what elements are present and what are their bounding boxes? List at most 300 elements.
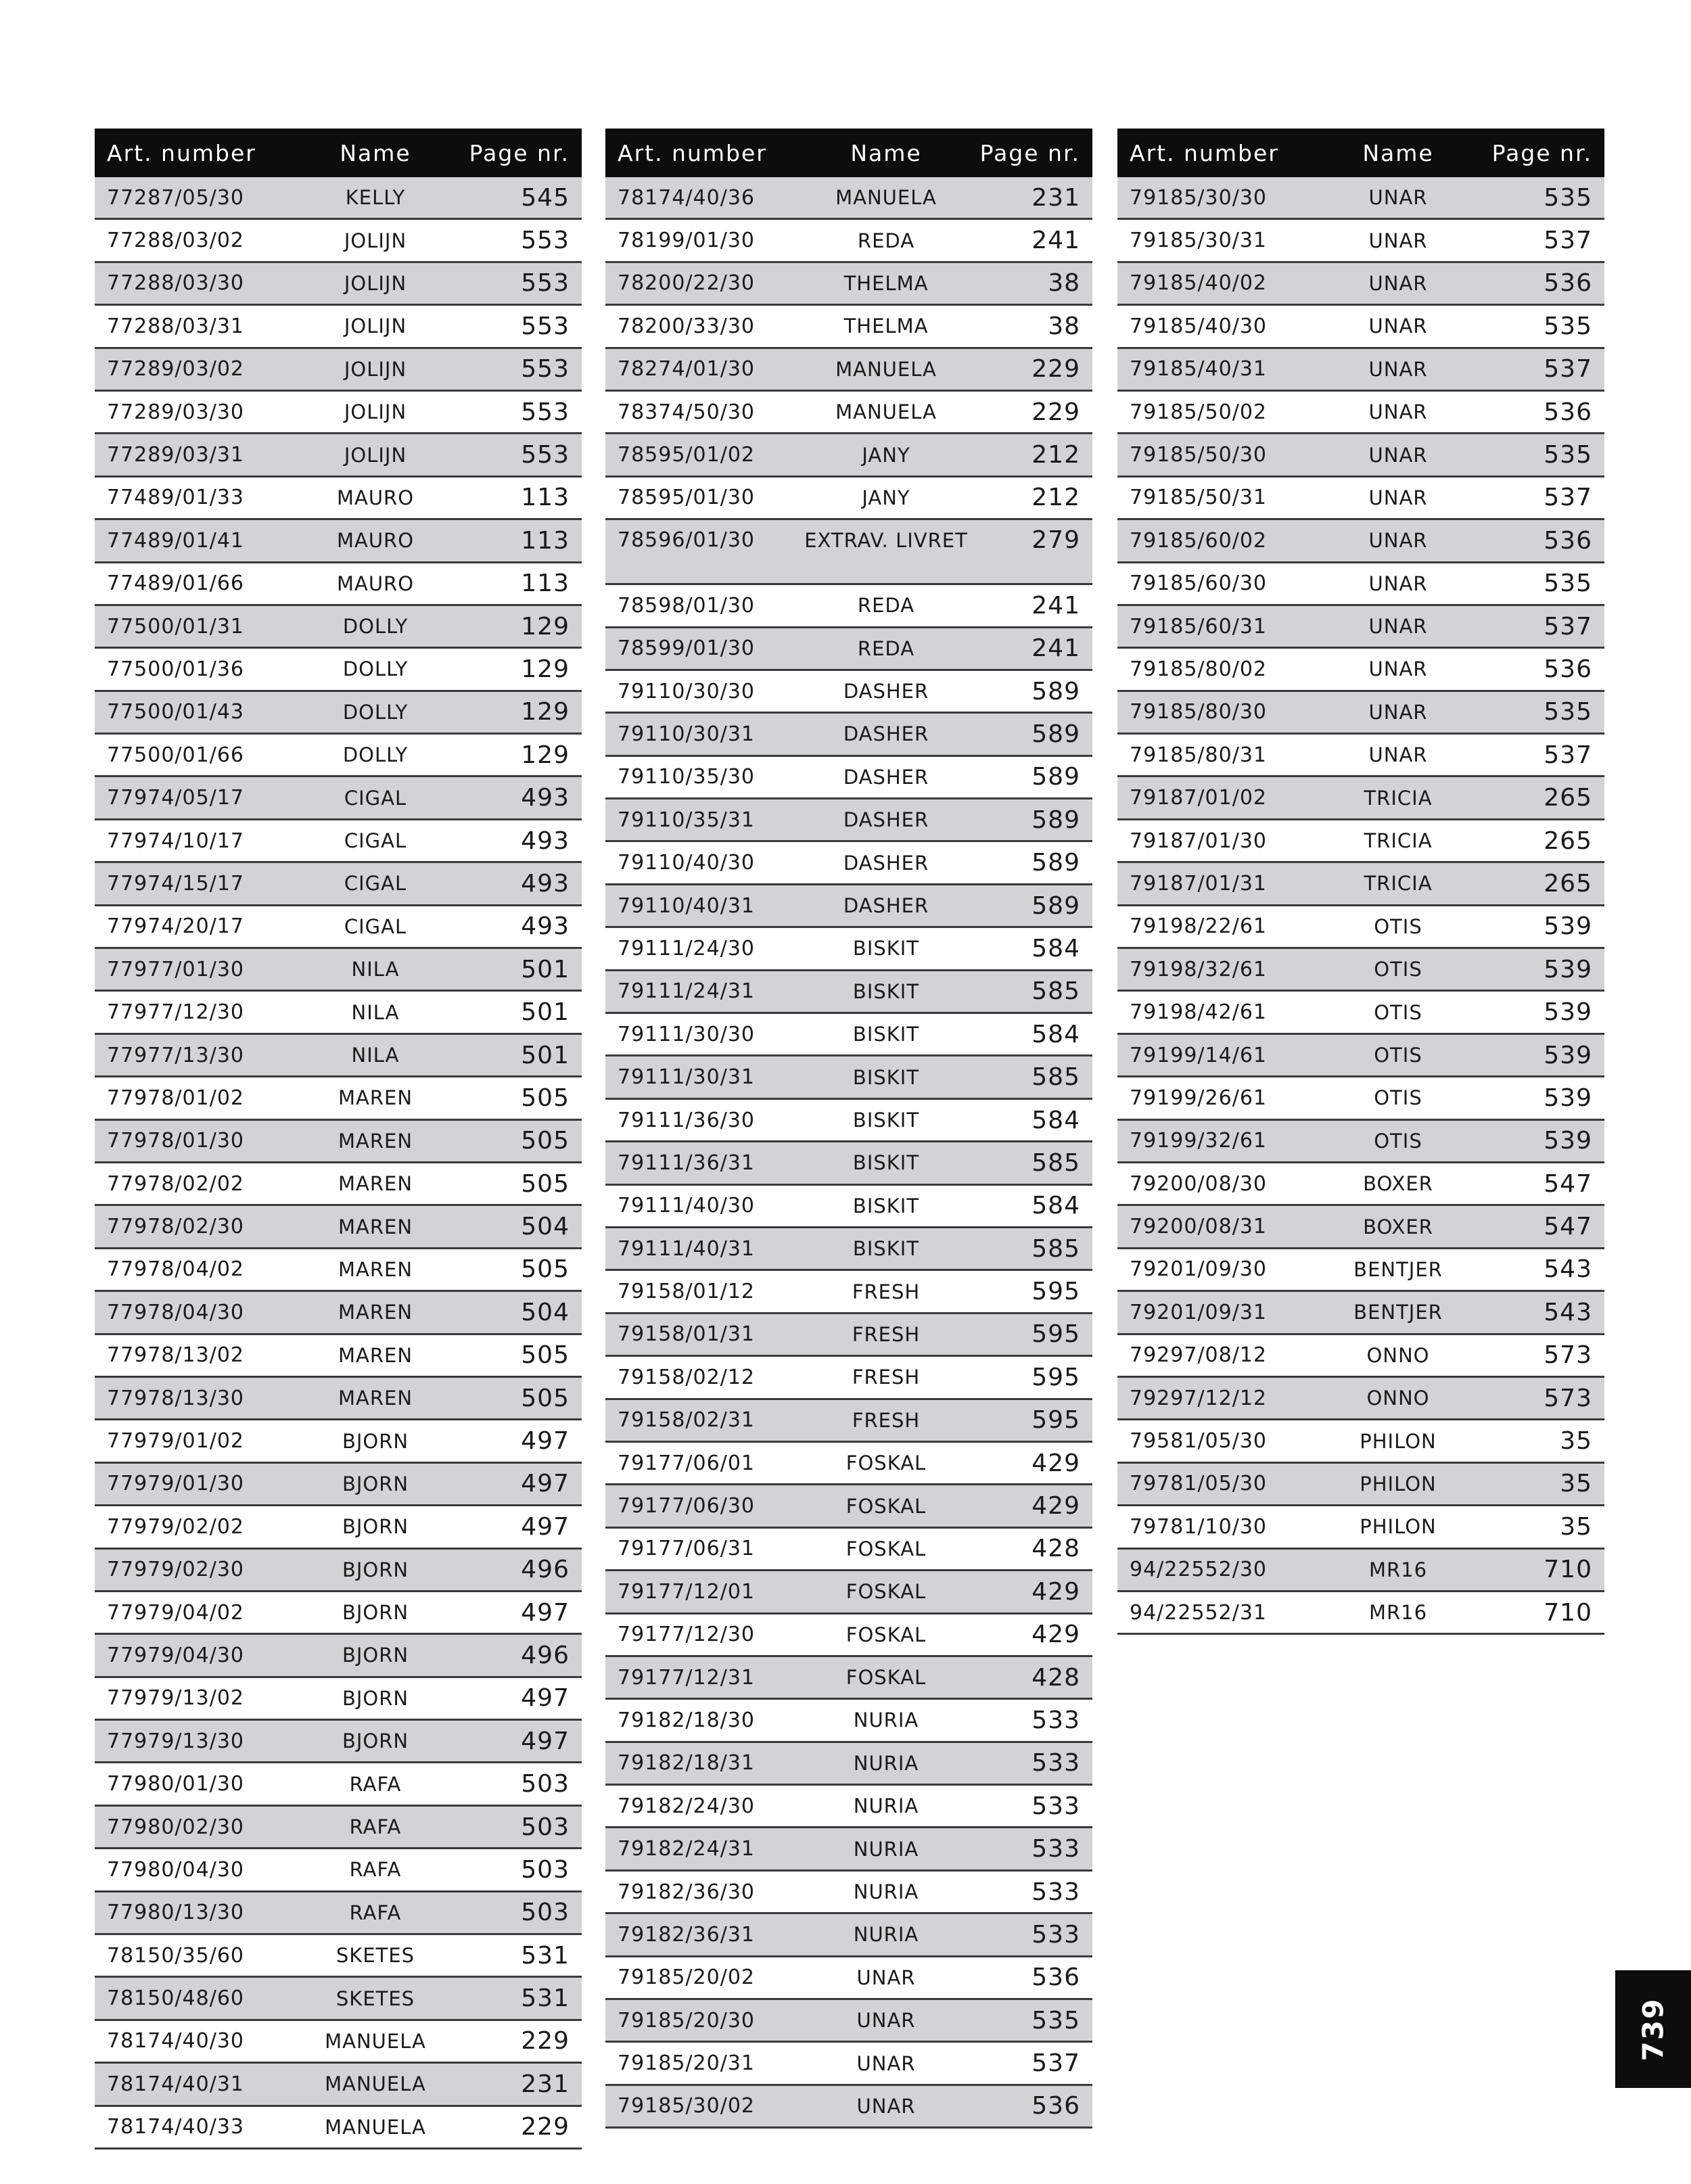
- art-number-cell: 77288/03/31: [107, 314, 244, 338]
- art-number-cell: 79185/40/02: [1130, 271, 1267, 296]
- page-number-cell: 535: [1032, 2006, 1080, 2035]
- art-number-cell: 78174/40/31: [107, 2072, 244, 2096]
- table-row: [95, 392, 582, 434]
- name-cell: CIGAL: [344, 786, 407, 810]
- table-row: [605, 1914, 1092, 1957]
- name-cell: UNAR: [1368, 529, 1428, 553]
- art-number-cell: 79182/24/31: [618, 1837, 755, 1861]
- art-number-cell: 79185/50/31: [1130, 486, 1267, 510]
- table-row: [605, 478, 1092, 520]
- name-cell: UNAR: [1368, 657, 1428, 681]
- name-cell: TRICIA: [1364, 872, 1433, 896]
- page-number-cell: 212: [1032, 441, 1080, 469]
- name-cell: RAFA: [349, 1815, 402, 1839]
- name-cell: UNAR: [1368, 357, 1428, 381]
- table-row: [605, 2000, 1092, 2043]
- table-row: [605, 1186, 1092, 1228]
- name-cell: BJORN: [342, 1686, 409, 1710]
- art-number-cell: 79182/36/30: [618, 1880, 755, 1904]
- table-row: [95, 1378, 582, 1420]
- art-number-cell: 79200/08/31: [1130, 1215, 1267, 1239]
- page-number-cell: 536: [1032, 1964, 1080, 1992]
- table-row: [1117, 1249, 1604, 1292]
- page-number-cell: 553: [521, 312, 570, 340]
- page-number-cell: 543: [1544, 1298, 1592, 1326]
- page-number-cell: 38: [1048, 312, 1080, 340]
- header-art-number: Art. number: [618, 139, 767, 166]
- name-cell: JANY: [862, 443, 910, 467]
- page-number-cell: 589: [1032, 720, 1080, 748]
- table-row: [95, 1763, 582, 1806]
- art-number-cell: 79110/40/31: [618, 893, 755, 918]
- art-number-cell: 79198/22/61: [1130, 914, 1267, 939]
- table-row: [95, 1506, 582, 1549]
- art-number-cell: 77489/01/41: [107, 528, 244, 553]
- page-number-cell: 497: [521, 1512, 570, 1541]
- art-number-cell: 79187/01/02: [1130, 786, 1267, 810]
- art-number-cell: 77500/01/43: [107, 700, 244, 724]
- table-body: [605, 177, 1092, 2129]
- art-number-cell: 78598/01/30: [618, 593, 755, 618]
- art-number-cell: 79200/08/30: [1130, 1171, 1267, 1196]
- page-number-cell: 229: [521, 2027, 570, 2055]
- header-name: Name: [850, 139, 922, 166]
- table-row: [1117, 820, 1604, 863]
- table-row: [605, 842, 1092, 885]
- page-number-cell: 129: [521, 698, 570, 726]
- page-number-cell: 129: [521, 655, 570, 683]
- page-number-cell: 496: [521, 1556, 570, 1584]
- art-number-cell: 79177/06/30: [618, 1494, 755, 1518]
- name-cell: BISKIT: [852, 1194, 920, 1217]
- table-row: [95, 1721, 582, 1763]
- art-number-cell: 77978/04/30: [107, 1300, 244, 1324]
- page-number-cell: 231: [1032, 183, 1080, 212]
- page-number-cell: 129: [521, 741, 570, 769]
- art-number-cell: 79199/14/61: [1130, 1043, 1267, 1067]
- table-row: [95, 1335, 582, 1378]
- name-cell: CIGAL: [344, 872, 407, 896]
- name-cell: NURIA: [853, 1880, 919, 1904]
- table-row: [95, 1807, 582, 1849]
- name-cell: EXTRAV. LIVRET: [804, 529, 968, 553]
- page-number-cell: 537: [1544, 741, 1592, 769]
- art-number-cell: 77978/13/02: [107, 1343, 244, 1368]
- header-name: Name: [340, 139, 411, 166]
- name-cell: PHILON: [1360, 1515, 1437, 1539]
- name-cell: BJORN: [342, 1429, 409, 1453]
- table-row: [605, 306, 1092, 348]
- table-body: [1117, 177, 1604, 1635]
- table-row: [605, 1357, 1092, 1399]
- table-row: [1117, 306, 1604, 348]
- art-number-cell: 77500/01/36: [107, 657, 244, 681]
- page-number-cell: 505: [521, 1255, 570, 1284]
- table-row: [95, 606, 582, 649]
- art-number-cell: 77977/12/30: [107, 1000, 244, 1025]
- art-number-cell: 78374/50/30: [618, 400, 755, 424]
- name-cell: MAREN: [338, 1257, 413, 1281]
- page-number: 739: [1636, 1997, 1670, 2061]
- table-row: [95, 306, 582, 348]
- table-row: [95, 692, 582, 735]
- index-table-1: [95, 129, 582, 2150]
- name-cell: MAURO: [336, 529, 415, 553]
- page-number-cell: 536: [1544, 398, 1592, 426]
- name-cell: FOSKAL: [846, 1623, 927, 1646]
- page-number-cell: 265: [1544, 827, 1592, 855]
- name-cell: OTIS: [1374, 1044, 1422, 1067]
- name-cell: UNAR: [856, 2009, 916, 2032]
- page-number-cell: 496: [521, 1641, 570, 1669]
- table-row: [1117, 992, 1604, 1034]
- page-number-cell: 553: [521, 355, 570, 384]
- name-cell: NURIA: [853, 1837, 919, 1861]
- page-number-cell: 505: [521, 1127, 570, 1155]
- page-number-cell: 429: [1032, 1449, 1080, 1477]
- table-row: [95, 1978, 582, 2020]
- name-cell: RAFA: [349, 1901, 402, 1924]
- art-number-cell: 79201/09/30: [1130, 1257, 1267, 1282]
- page-number-cell: 533: [1032, 1749, 1080, 1778]
- table-row: [95, 478, 582, 520]
- name-cell: NURIA: [853, 1923, 919, 1947]
- art-number-cell: 77288/03/30: [107, 271, 244, 296]
- name-cell: UNAR: [1368, 400, 1428, 424]
- page-number-cell: 503: [521, 1770, 570, 1798]
- table-row: [95, 906, 582, 949]
- header-name: Name: [1362, 139, 1434, 166]
- art-number-cell: 77978/01/02: [107, 1086, 244, 1110]
- table-row: [1117, 1592, 1604, 1635]
- table-row: [1117, 263, 1604, 306]
- art-number-cell: 79158/01/12: [618, 1280, 755, 1304]
- table-row: [605, 671, 1092, 714]
- art-number-cell: 79177/12/31: [618, 1665, 755, 1690]
- art-number-cell: 79201/09/31: [1130, 1300, 1267, 1324]
- art-number-cell: 77974/10/17: [107, 829, 244, 853]
- table-row: [605, 757, 1092, 799]
- name-cell: REDA: [857, 636, 915, 660]
- page-number-cell: 589: [1032, 806, 1080, 834]
- name-cell: MANUELA: [325, 2115, 426, 2139]
- page-number-cell: 497: [521, 1598, 570, 1627]
- page-number-cell: 547: [1544, 1169, 1592, 1198]
- name-cell: THELMA: [843, 271, 929, 295]
- name-cell: OTIS: [1374, 958, 1422, 981]
- art-number-cell: 77979/02/02: [107, 1514, 244, 1539]
- art-number-cell: 77500/01/31: [107, 614, 244, 638]
- table-row: [1117, 1121, 1604, 1163]
- art-number-cell: 79185/80/30: [1130, 700, 1267, 724]
- page-number-cell: 595: [1032, 1278, 1080, 1306]
- art-number-cell: 79781/05/30: [1130, 1472, 1267, 1496]
- name-cell: RAFA: [349, 1858, 402, 1882]
- name-cell: JOLIJN: [344, 271, 407, 295]
- name-cell: UNAR: [1368, 315, 1428, 338]
- name-cell: MANUELA: [325, 2029, 426, 2053]
- table-row: [1117, 777, 1604, 820]
- art-number-cell: 79111/24/31: [618, 979, 755, 1004]
- name-cell: THELMA: [843, 315, 929, 338]
- art-number-cell: 77979/13/02: [107, 1686, 244, 1711]
- name-cell: MAREN: [338, 1129, 413, 1153]
- name-cell: BENTJER: [1353, 1301, 1443, 1324]
- page-number-cell: 229: [1032, 398, 1080, 426]
- art-number-cell: 77980/13/30: [107, 1901, 244, 1925]
- art-number-cell: 79111/30/30: [618, 1022, 755, 1046]
- art-number-cell: 77289/03/31: [107, 443, 244, 467]
- page-number-cell: 537: [1544, 484, 1592, 512]
- art-number-cell: 79110/40/30: [618, 851, 755, 875]
- name-cell: BJORN: [342, 1644, 409, 1667]
- name-cell: JOLIJN: [344, 400, 407, 424]
- page-number-cell: 429: [1032, 1577, 1080, 1606]
- page-number-cell: 536: [1544, 655, 1592, 683]
- art-number-cell: 78599/01/30: [618, 636, 755, 661]
- name-cell: PHILON: [1360, 1472, 1437, 1495]
- table-header: [95, 129, 582, 177]
- name-cell: FOSKAL: [846, 1580, 927, 1604]
- table-row: [1117, 349, 1604, 392]
- page-number-cell: 584: [1032, 934, 1080, 962]
- table-row: [605, 520, 1092, 585]
- table-row: [605, 2086, 1092, 2129]
- name-cell: BJORN: [342, 1729, 409, 1753]
- name-cell: NURIA: [853, 1709, 919, 1732]
- art-number-cell: 79185/20/31: [618, 2051, 755, 2076]
- page-number-cell: 536: [1032, 2092, 1080, 2120]
- table-row: [95, 1550, 582, 1592]
- table-row: [95, 2021, 582, 2064]
- page-number-cell: 497: [521, 1427, 570, 1456]
- page-number-cell: 539: [1544, 955, 1592, 983]
- name-cell: JOLIJN: [344, 357, 407, 381]
- page-number-cell: 505: [521, 1341, 570, 1370]
- page-number-cell: 589: [1032, 677, 1080, 705]
- art-number-cell: 79177/06/01: [618, 1451, 755, 1475]
- header-page-nr: Page nr.: [469, 139, 570, 166]
- page-number-cell: 584: [1032, 1020, 1080, 1048]
- table-row: [95, 649, 582, 691]
- page-number-cell: 35: [1560, 1427, 1592, 1456]
- name-cell: NILA: [351, 1044, 400, 1067]
- name-cell: FRESH: [852, 1366, 921, 1389]
- art-number-cell: 79158/02/31: [618, 1408, 755, 1433]
- name-cell: SKETES: [335, 1944, 415, 1968]
- page-number-cell: 503: [521, 1813, 570, 1841]
- page-number-cell: 113: [521, 570, 570, 598]
- art-number-cell: 77978/04/02: [107, 1257, 244, 1282]
- name-cell: NURIA: [853, 1751, 919, 1775]
- page-number-cell: 535: [1544, 312, 1592, 340]
- name-cell: JOLIJN: [344, 443, 407, 467]
- table-row: [95, 349, 582, 392]
- table-row: [1117, 1292, 1604, 1334]
- table-row: [95, 1292, 582, 1334]
- name-cell: UNAR: [1368, 186, 1428, 210]
- art-number-cell: 77979/02/30: [107, 1558, 244, 1582]
- page-number-cell: 38: [1048, 269, 1080, 298]
- page-number-cell: 539: [1544, 912, 1592, 941]
- name-cell: RAFA: [349, 1772, 402, 1796]
- name-cell: FRESH: [852, 1322, 921, 1346]
- table-row: [605, 177, 1092, 220]
- art-number-cell: 77289/03/02: [107, 357, 244, 381]
- page-number-cell: 505: [521, 1084, 570, 1112]
- table-row: [95, 434, 582, 477]
- page-number-cell: 573: [1544, 1341, 1592, 1370]
- art-number-cell: 79111/40/30: [618, 1194, 755, 1218]
- name-cell: BOXER: [1363, 1172, 1433, 1196]
- page-number-cell: 428: [1032, 1663, 1080, 1692]
- art-number-cell: 78200/33/30: [618, 314, 755, 338]
- art-number-cell: 77978/02/02: [107, 1171, 244, 1196]
- art-number-cell: 77980/04/30: [107, 1857, 244, 1882]
- page-number-cell: 539: [1544, 998, 1592, 1027]
- table-row: [605, 1314, 1092, 1357]
- art-number-cell: 79158/02/12: [618, 1365, 755, 1389]
- table-row: [95, 1592, 582, 1635]
- art-number-cell: 77980/01/30: [107, 1772, 244, 1796]
- table-row: [605, 1828, 1092, 1871]
- page-number-cell: 595: [1032, 1406, 1080, 1435]
- name-cell: BJORN: [342, 1601, 409, 1625]
- page-number-cell: 265: [1544, 869, 1592, 898]
- page-number-cell: 573: [1544, 1384, 1592, 1412]
- page-number-cell: 545: [521, 183, 570, 212]
- table-row: [95, 1077, 582, 1120]
- name-cell: UNAR: [856, 2094, 916, 2118]
- art-number-cell: 78596/01/30: [618, 528, 755, 553]
- art-number-cell: 79110/30/30: [618, 679, 755, 703]
- table-row: [1117, 478, 1604, 520]
- name-cell: UNAR: [1368, 229, 1428, 252]
- name-cell: UNAR: [1368, 700, 1428, 724]
- name-cell: TRICIA: [1364, 829, 1433, 853]
- name-cell: CIGAL: [344, 914, 407, 938]
- art-number-cell: 79177/06/31: [618, 1537, 755, 1561]
- page-number-cell: 710: [1544, 1598, 1592, 1627]
- table-header: [605, 129, 1092, 177]
- art-number-cell: 79185/30/02: [618, 2094, 755, 2118]
- name-cell: OTIS: [1374, 1129, 1422, 1153]
- table-row: [605, 220, 1092, 262]
- page-number-cell: 710: [1544, 1556, 1592, 1584]
- name-cell: BJORN: [342, 1472, 409, 1495]
- table-row: [1117, 1206, 1604, 1249]
- page-number-cell: 493: [521, 784, 570, 812]
- page-number-cell: 537: [1032, 2049, 1080, 2078]
- art-number-cell: 77974/20/17: [107, 914, 244, 939]
- page-number-cell: 279: [1032, 526, 1080, 555]
- name-cell: DASHER: [843, 851, 929, 875]
- page-number-cell: 585: [1032, 1148, 1080, 1177]
- table-row: [605, 1014, 1092, 1056]
- page-number-cell: 535: [1544, 441, 1592, 469]
- table-row: [95, 992, 582, 1034]
- page-number-cell: 531: [521, 1941, 570, 1970]
- table-row: [95, 563, 582, 606]
- table-row: [1117, 863, 1604, 906]
- table-row: [95, 1249, 582, 1292]
- art-number-cell: 77288/03/02: [107, 229, 244, 253]
- page-number-cell: 533: [1032, 1706, 1080, 1734]
- table-row: [605, 263, 1092, 306]
- art-number-cell: 77287/05/30: [107, 185, 244, 210]
- header-page-nr: Page nr.: [1491, 139, 1592, 166]
- art-number-cell: 79111/30/31: [618, 1065, 755, 1090]
- page-number-cell: 35: [1560, 1470, 1592, 1498]
- art-number-cell: 79185/50/02: [1130, 400, 1267, 424]
- art-number-cell: 79297/08/12: [1130, 1343, 1267, 1368]
- art-number-cell: 79185/30/30: [1130, 185, 1267, 210]
- page-number-cell: 501: [521, 1041, 570, 1069]
- page-number-cell: 241: [1032, 634, 1080, 663]
- name-cell: NILA: [351, 958, 400, 981]
- name-cell: UNAR: [1368, 615, 1428, 638]
- page-number-cell: 535: [1544, 183, 1592, 212]
- name-cell: NILA: [351, 1000, 400, 1024]
- art-number-cell: 79185/60/02: [1130, 528, 1267, 553]
- name-cell: MAREN: [338, 1301, 413, 1324]
- page-number-cell: 428: [1032, 1535, 1080, 1563]
- name-cell: BENTJER: [1353, 1257, 1443, 1281]
- art-number-cell: 77979/04/02: [107, 1600, 244, 1625]
- table-row: [605, 2043, 1092, 2085]
- name-cell: REDA: [857, 594, 915, 618]
- name-cell: DOLLY: [342, 700, 409, 724]
- table-row: [605, 1957, 1092, 2000]
- table-row: [95, 520, 582, 563]
- art-number-cell: 78274/01/30: [618, 357, 755, 381]
- page-number-cell: 113: [521, 526, 570, 555]
- page-number-cell: 585: [1032, 1234, 1080, 1263]
- art-number-cell: 77979/01/02: [107, 1429, 244, 1454]
- art-number-cell: 79781/10/30: [1130, 1514, 1267, 1539]
- table-row: [95, 1678, 582, 1721]
- page-number-cell: 493: [521, 827, 570, 855]
- art-number-cell: 78150/48/60: [107, 1986, 244, 2011]
- name-cell: DOLLY: [342, 615, 409, 638]
- page-number-cell: 212: [1032, 484, 1080, 512]
- page-number-cell: 231: [521, 2070, 570, 2098]
- name-cell: DASHER: [843, 680, 929, 703]
- page-number-cell: 553: [521, 398, 570, 426]
- name-cell: UNAR: [1368, 486, 1428, 509]
- art-number-cell: 77489/01/66: [107, 572, 244, 596]
- art-number-cell: 79187/01/31: [1130, 871, 1267, 896]
- art-number-cell: 78200/22/30: [618, 271, 755, 296]
- art-number-cell: 77500/01/66: [107, 743, 244, 767]
- art-number-cell: 77979/04/30: [107, 1643, 244, 1667]
- art-number-cell: 77980/02/30: [107, 1815, 244, 1839]
- name-cell: SKETES: [335, 1986, 415, 2010]
- name-cell: OTIS: [1374, 914, 1422, 938]
- table-row: [95, 1892, 582, 1935]
- header-art-number: Art. number: [107, 139, 256, 166]
- art-number-cell: 77978/01/30: [107, 1129, 244, 1153]
- table-row: [1117, 1506, 1604, 1549]
- name-cell: MR16: [1368, 1558, 1428, 1581]
- page-number-cell: 503: [521, 1855, 570, 1884]
- art-number-cell: 79182/18/30: [618, 1708, 755, 1732]
- table-row: [1117, 735, 1604, 777]
- table-row: [1117, 606, 1604, 649]
- name-cell: DOLLY: [342, 743, 409, 767]
- page-number-cell: 35: [1560, 1512, 1592, 1541]
- table-row: [95, 2107, 582, 2150]
